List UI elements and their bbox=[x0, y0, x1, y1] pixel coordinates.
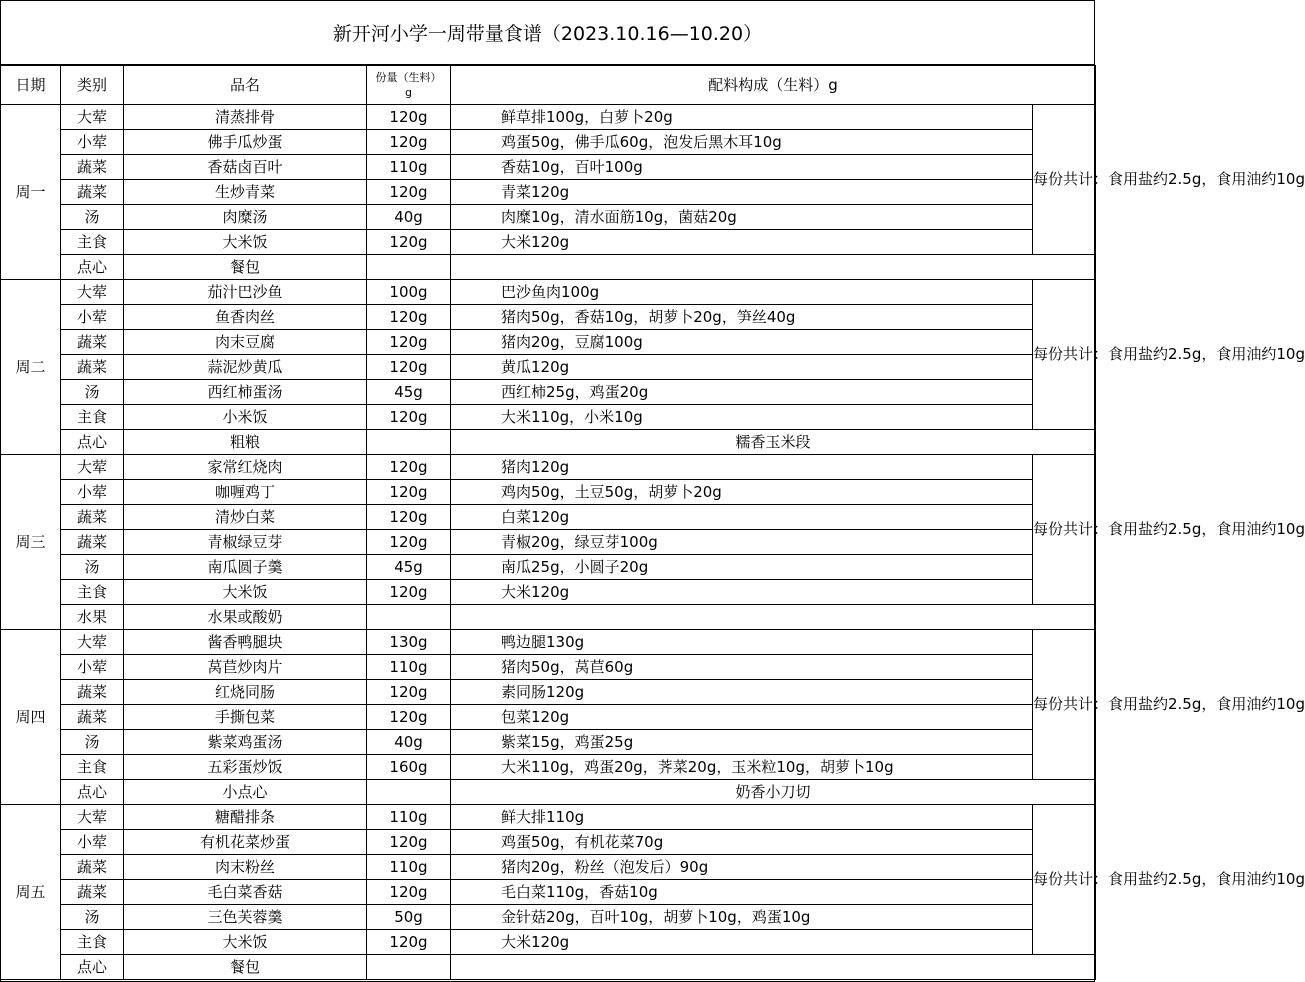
category-cell: 蔬菜 bbox=[61, 505, 124, 530]
dish-cell: 三色芙蓉羹 bbox=[124, 905, 367, 930]
ingredients-cell: 包菜120g bbox=[451, 705, 1033, 730]
menu-row bbox=[1, 955, 1096, 980]
ingredients-cell: 肉糜10g，清水面筋10g，菌菇20g bbox=[451, 205, 1033, 230]
header-date: 日期 bbox=[1, 66, 61, 105]
menu-row bbox=[1, 380, 1096, 405]
ingredients-cell: 紫菜15g，鸡蛋25g bbox=[451, 730, 1033, 755]
quantity-cell: 120g bbox=[367, 680, 451, 705]
ingredients-cell bbox=[451, 605, 1096, 630]
nutrition-note: 每份共计：食用盐约2.5g，食用油约10g bbox=[1033, 805, 1096, 955]
quantity-cell: 120g bbox=[367, 330, 451, 355]
ingredients-cell: 黄瓜120g bbox=[451, 355, 1033, 380]
header-quantity bbox=[367, 66, 451, 105]
ingredients-cell: 西红柿25g，鸡蛋20g bbox=[451, 380, 1033, 405]
ingredients-cell: 猪肉50g，香菇10g，胡萝卜20g，笋丝40g bbox=[451, 305, 1033, 330]
header-ingredients: 配料构成（生料）g bbox=[451, 66, 1096, 105]
category-cell: 汤 bbox=[61, 905, 124, 930]
category-cell: 主食 bbox=[61, 230, 124, 255]
menu-row bbox=[1, 880, 1096, 905]
category-cell: 主食 bbox=[61, 930, 124, 955]
category-cell: 大荤 bbox=[61, 455, 124, 480]
quantity-cell bbox=[367, 955, 451, 980]
quantity-cell: 110g bbox=[367, 155, 451, 180]
dish-cell: 肉末粉丝 bbox=[124, 855, 367, 880]
menu-row bbox=[1, 905, 1096, 930]
dish-cell: 小米饭 bbox=[124, 405, 367, 430]
menu-row bbox=[1, 355, 1096, 380]
menu-row bbox=[1, 830, 1096, 855]
ingredients-cell: 金针菇20g，百叶10g，胡萝卜10g，鸡蛋10g bbox=[451, 905, 1033, 930]
header-quantity-line2: g bbox=[405, 86, 412, 99]
dish-cell: 紫菜鸡蛋汤 bbox=[124, 730, 367, 755]
menu-row bbox=[1, 530, 1096, 555]
dish-cell: 红烧同肠 bbox=[124, 680, 367, 705]
nutrition-note: 每份共计：食用盐约2.5g，食用油约10g bbox=[1033, 630, 1096, 780]
ingredients-cell: 巴沙鱼肉100g bbox=[451, 280, 1033, 305]
nutrition-note: 每份共计：食用盐约2.5g，食用油约10g bbox=[1033, 455, 1096, 605]
menu-row bbox=[1, 155, 1096, 180]
category-cell: 小荤 bbox=[61, 655, 124, 680]
header-row bbox=[1, 66, 1096, 105]
quantity-cell: 120g bbox=[367, 355, 451, 380]
dish-cell: 香菇卤百叶 bbox=[124, 155, 367, 180]
dish-cell: 佛手瓜炒蛋 bbox=[124, 130, 367, 155]
category-cell: 蔬菜 bbox=[61, 705, 124, 730]
quantity-cell: 110g bbox=[367, 805, 451, 830]
menu-row bbox=[1, 130, 1096, 155]
quantity-cell: 120g bbox=[367, 830, 451, 855]
ingredients-cell: 奶香小刀切 bbox=[451, 780, 1096, 805]
category-cell: 蔬菜 bbox=[61, 880, 124, 905]
quantity-cell: 120g bbox=[367, 705, 451, 730]
menu-row bbox=[1, 655, 1096, 680]
ingredients-cell: 毛白菜110g，香菇10g bbox=[451, 880, 1033, 905]
category-cell: 汤 bbox=[61, 380, 124, 405]
ingredients-cell: 大米120g bbox=[451, 230, 1033, 255]
ingredients-cell: 猪肉20g，粉丝（泡发后）90g bbox=[451, 855, 1033, 880]
ingredients-cell: 白菜120g bbox=[451, 505, 1033, 530]
menu-row bbox=[1, 480, 1096, 505]
menu-row bbox=[1, 330, 1096, 355]
quantity-cell: 110g bbox=[367, 655, 451, 680]
category-cell: 大荤 bbox=[61, 805, 124, 830]
category-cell: 点心 bbox=[61, 780, 124, 805]
page-title: 新开河小学一周带量食谱（2023.10.16—10.20） bbox=[332, 22, 763, 45]
category-cell: 汤 bbox=[61, 205, 124, 230]
category-cell: 汤 bbox=[61, 555, 124, 580]
ingredients-cell: 猪肉120g bbox=[451, 455, 1033, 480]
category-cell: 主食 bbox=[61, 405, 124, 430]
category-cell: 大荤 bbox=[61, 630, 124, 655]
dish-cell: 毛白菜香菇 bbox=[124, 880, 367, 905]
menu-row bbox=[1, 605, 1096, 630]
ingredients-cell: 大米120g bbox=[451, 930, 1033, 955]
category-cell: 点心 bbox=[61, 430, 124, 455]
menu-row bbox=[1, 280, 1096, 305]
category-cell: 水果 bbox=[61, 605, 124, 630]
ingredients-cell: 青椒20g，绿豆芽100g bbox=[451, 530, 1033, 555]
ingredients-cell: 鲜大排110g bbox=[451, 805, 1033, 830]
dish-cell: 大米饭 bbox=[124, 930, 367, 955]
menu-table bbox=[0, 65, 1305, 980]
menu-row bbox=[1, 405, 1096, 430]
dish-cell: 鱼香肉丝 bbox=[124, 305, 367, 330]
header-dish: 品名 bbox=[124, 66, 367, 105]
menu-row bbox=[1, 805, 1096, 830]
quantity-cell: 45g bbox=[367, 555, 451, 580]
dish-cell: 糖醋排条 bbox=[124, 805, 367, 830]
dish-cell: 青椒绿豆芽 bbox=[124, 530, 367, 555]
menu-row bbox=[1, 430, 1096, 455]
menu-row bbox=[1, 630, 1096, 655]
ingredients-cell: 香菇10g，百叶100g bbox=[451, 155, 1033, 180]
dish-cell: 粗粮 bbox=[124, 430, 367, 455]
quantity-cell: 120g bbox=[367, 505, 451, 530]
ingredients-cell: 鸡蛋50g，有机花菜70g bbox=[451, 830, 1033, 855]
dish-cell: 餐包 bbox=[124, 955, 367, 980]
quantity-cell: 120g bbox=[367, 580, 451, 605]
dish-cell: 大米饭 bbox=[124, 580, 367, 605]
menu-row bbox=[1, 705, 1096, 730]
quantity-cell bbox=[367, 430, 451, 455]
quantity-cell: 120g bbox=[367, 105, 451, 130]
quantity-cell: 120g bbox=[367, 130, 451, 155]
category-cell: 主食 bbox=[61, 755, 124, 780]
ingredients-cell: 青菜120g bbox=[451, 180, 1033, 205]
quantity-cell: 120g bbox=[367, 230, 451, 255]
category-cell: 蔬菜 bbox=[61, 330, 124, 355]
quantity-cell: 120g bbox=[367, 480, 451, 505]
category-cell: 小荤 bbox=[61, 305, 124, 330]
category-cell: 蔬菜 bbox=[61, 680, 124, 705]
menu-row bbox=[1, 855, 1096, 880]
menu-row bbox=[1, 205, 1096, 230]
category-cell: 点心 bbox=[61, 955, 124, 980]
quantity-cell: 120g bbox=[367, 530, 451, 555]
category-cell: 大荤 bbox=[61, 280, 124, 305]
menu-row bbox=[1, 180, 1096, 205]
dish-cell: 茄汁巴沙鱼 bbox=[124, 280, 367, 305]
quantity-cell: 120g bbox=[367, 930, 451, 955]
quantity-cell: 130g bbox=[367, 630, 451, 655]
ingredients-cell: 糯香玉米段 bbox=[451, 430, 1096, 455]
dish-cell: 餐包 bbox=[124, 255, 367, 280]
category-cell: 主食 bbox=[61, 580, 124, 605]
dish-cell: 生炒青菜 bbox=[124, 180, 367, 205]
day-label: 周三 bbox=[1, 455, 61, 630]
quantity-cell: 120g bbox=[367, 305, 451, 330]
dish-cell: 小点心 bbox=[124, 780, 367, 805]
dish-cell: 五彩蛋炒饭 bbox=[124, 755, 367, 780]
day-label: 周五 bbox=[1, 805, 61, 980]
quantity-cell: 45g bbox=[367, 380, 451, 405]
menu-row bbox=[1, 555, 1096, 580]
nutrition-note: 每份共计：食用盐约2.5g，食用油约10g bbox=[1033, 105, 1096, 255]
header-quantity-line1: 份量（生料） bbox=[375, 71, 442, 84]
dish-cell: 清炒白菜 bbox=[124, 505, 367, 530]
dish-cell: 清蒸排骨 bbox=[124, 105, 367, 130]
category-cell: 点心 bbox=[61, 255, 124, 280]
category-cell: 蔬菜 bbox=[61, 530, 124, 555]
quantity-cell: 120g bbox=[367, 455, 451, 480]
ingredients-cell: 猪肉20g，豆腐100g bbox=[451, 330, 1033, 355]
quantity-cell bbox=[367, 780, 451, 805]
quantity-cell: 120g bbox=[367, 180, 451, 205]
quantity-cell: 120g bbox=[367, 880, 451, 905]
menu-row bbox=[1, 230, 1096, 255]
quantity-cell: 160g bbox=[367, 755, 451, 780]
category-cell: 蔬菜 bbox=[61, 855, 124, 880]
ingredients-cell: 猪肉50g，莴苣60g bbox=[451, 655, 1033, 680]
dish-cell: 肉糜汤 bbox=[124, 205, 367, 230]
nutrition-note: 每份共计：食用盐约2.5g，食用油约10g bbox=[1033, 280, 1096, 430]
category-cell: 小荤 bbox=[61, 830, 124, 855]
menu-row bbox=[1, 305, 1096, 330]
ingredients-cell: 鸭边腿130g bbox=[451, 630, 1033, 655]
ingredients-cell: 南瓜25g，小圆子20g bbox=[451, 555, 1033, 580]
category-cell: 大荤 bbox=[61, 105, 124, 130]
dish-cell: 肉末豆腐 bbox=[124, 330, 367, 355]
category-cell: 小荤 bbox=[61, 130, 124, 155]
category-cell: 小荤 bbox=[61, 480, 124, 505]
ingredients-cell: 大米110g，鸡蛋20g，荠菜20g，玉米粒10g，胡萝卜10g bbox=[451, 755, 1033, 780]
ingredients-cell bbox=[451, 955, 1096, 980]
menu-row bbox=[1, 580, 1096, 605]
day-label: 周二 bbox=[1, 280, 61, 455]
quantity-cell: 40g bbox=[367, 205, 451, 230]
dish-cell: 酱香鸭腿块 bbox=[124, 630, 367, 655]
ingredients-cell: 大米120g bbox=[451, 580, 1033, 605]
quantity-cell: 50g bbox=[367, 905, 451, 930]
ingredients-cell: 鲜草排100g，白萝卜20g bbox=[451, 105, 1033, 130]
category-cell: 蔬菜 bbox=[61, 180, 124, 205]
ingredients-cell: 大米110g，小米10g bbox=[451, 405, 1033, 430]
ingredients-cell: 鸡肉50g，土豆50g，胡萝卜20g bbox=[451, 480, 1033, 505]
quantity-cell: 40g bbox=[367, 730, 451, 755]
menu-row bbox=[1, 930, 1096, 955]
quantity-cell bbox=[367, 255, 451, 280]
dish-cell: 有机花菜炒蛋 bbox=[124, 830, 367, 855]
quantity-cell: 100g bbox=[367, 280, 451, 305]
dish-cell: 咖喱鸡丁 bbox=[124, 480, 367, 505]
quantity-cell bbox=[367, 605, 451, 630]
menu-row bbox=[1, 680, 1096, 705]
dish-cell: 莴苣炒肉片 bbox=[124, 655, 367, 680]
menu-row bbox=[1, 105, 1096, 130]
dish-cell: 大米饭 bbox=[124, 230, 367, 255]
quantity-cell: 110g bbox=[367, 855, 451, 880]
ingredients-cell: 鸡蛋50g，佛手瓜60g，泡发后黑木耳10g bbox=[451, 130, 1033, 155]
menu-row bbox=[1, 255, 1096, 280]
ingredients-cell bbox=[451, 255, 1096, 280]
menu-row bbox=[1, 455, 1096, 480]
category-cell: 蔬菜 bbox=[61, 355, 124, 380]
category-cell: 蔬菜 bbox=[61, 155, 124, 180]
dish-cell: 蒜泥炒黄瓜 bbox=[124, 355, 367, 380]
day-label: 周四 bbox=[1, 630, 61, 805]
category-cell: 汤 bbox=[61, 730, 124, 755]
quantity-cell: 120g bbox=[367, 405, 451, 430]
day-label: 周一 bbox=[1, 105, 61, 280]
dish-cell: 南瓜圆子羹 bbox=[124, 555, 367, 580]
menu-table-body bbox=[1, 66, 1305, 980]
dish-cell: 家常红烧肉 bbox=[124, 455, 367, 480]
ingredients-cell: 素同肠120g bbox=[451, 680, 1033, 705]
menu-row bbox=[1, 780, 1096, 805]
header-category: 类别 bbox=[61, 66, 124, 105]
dish-cell: 水果或酸奶 bbox=[124, 605, 367, 630]
menu-row bbox=[1, 505, 1096, 530]
menu-row bbox=[1, 755, 1096, 780]
menu-row bbox=[1, 730, 1096, 755]
dish-cell: 手撕包菜 bbox=[124, 705, 367, 730]
dish-cell: 西红柿蛋汤 bbox=[124, 380, 367, 405]
